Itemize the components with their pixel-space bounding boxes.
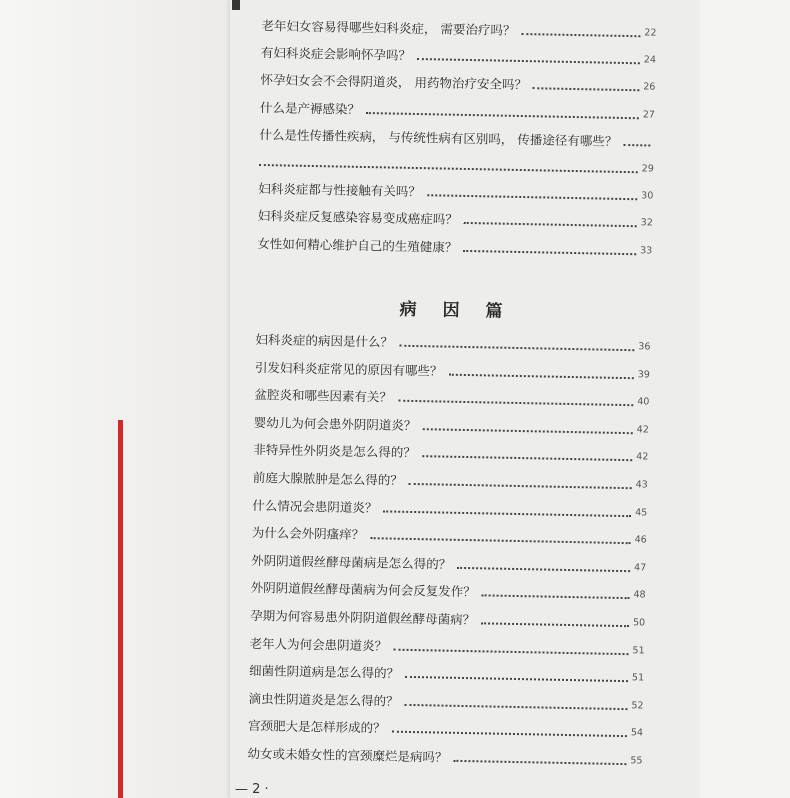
top-margin-mark: [232, 0, 240, 10]
dot-leader: [457, 567, 630, 572]
dot-leader: [422, 428, 632, 434]
dot-leader: [409, 483, 632, 489]
toc-entry-page: 43: [635, 479, 648, 491]
dot-leader: [427, 194, 637, 200]
dot-leader: [448, 373, 633, 379]
toc-entry-title: 孕期为何容易患外阴阴道假丝酵母菌病？: [250, 607, 476, 628]
toc-entry-title: 细菌性阴道病是怎么得的？: [248, 663, 400, 681]
toc-entry-page: 47: [633, 562, 647, 574]
dot-leader: [453, 760, 626, 765]
toc-entry-page: 42: [636, 424, 649, 436]
toc-entry-page: 54: [630, 727, 644, 739]
toc-entry-title: 外阴阴道假丝酵母菌病为何会反复发作？: [250, 580, 476, 600]
toc-entry-title: 妇科炎症都与性接触有关吗？: [258, 181, 422, 200]
toc-entry-page: 42: [636, 451, 649, 463]
toc-entry-page: 22: [644, 27, 657, 39]
toc-entry-page: 24: [643, 54, 657, 66]
toc-entry-title: 滴虫性阴道炎是怎么得的？: [248, 690, 399, 709]
toc-entry-page: 55: [630, 755, 643, 767]
toc-entry-title: 怀孕妇女会不会得阴道炎， 用药物治疗安全吗？: [260, 72, 528, 93]
toc-entry-title: 宫颈肥大是怎样形成的？: [247, 718, 386, 736]
dot-leader: [398, 400, 633, 407]
toc-entry-page: 32: [640, 217, 653, 229]
toc-entry-title: 女性如何精心维护自己的生殖健康？: [257, 235, 458, 255]
toc-entry-page: 36: [638, 341, 651, 353]
dot-leader: [533, 88, 639, 92]
toc-entry-title: 非特异性外阴炎是怎么得的？: [253, 442, 416, 461]
toc-entry-title: 引发妇科炎症常见的原因有哪些？: [254, 359, 443, 379]
page-footer-mark: — 2 ·: [235, 782, 269, 797]
dot-leader: [393, 648, 628, 655]
toc-entry-title: 婴幼儿为何会患外阴阴道炎？: [253, 414, 417, 433]
toc-entry-page: 40: [637, 396, 650, 408]
dot-leader: [366, 112, 639, 119]
toc-entry-page: 26: [643, 81, 656, 93]
toc-entry-page: 39: [637, 368, 650, 381]
dot-leader: [482, 595, 630, 600]
toc-entry-title: 妇科炎症反复感染容易变成癌症吗？: [257, 208, 458, 228]
red-cover-stripe: [118, 420, 123, 798]
toc-entry-title: 前庭大腺脓肿是怎么得的？: [252, 469, 403, 488]
toc-entry-page: 46: [634, 534, 647, 546]
dot-leader: [391, 731, 626, 738]
dot-leader: [463, 250, 636, 255]
toc-entry-title: 盆腔炎和哪些因素有关？: [254, 387, 393, 405]
toc-entry-page: 50: [632, 617, 646, 629]
toc-entry-page: 48: [633, 589, 646, 601]
toc-entry-title: 有妇科炎症会影响怀孕吗？: [260, 45, 412, 64]
toc-entry-title: 妇科炎症的病因是什么？: [255, 331, 394, 350]
toc-entry-title: 为什么会外阴瘙痒？: [251, 525, 365, 543]
dot-leader: [404, 704, 627, 710]
toc-entry-title: 老年人为何会患阴道炎？: [249, 635, 388, 654]
toc-entry-title: 外阴阴道假丝酵母菌病是怎么得的？: [251, 552, 452, 572]
section-heading: 病 因 篇: [399, 299, 513, 322]
dot-leader: [370, 537, 630, 544]
dot-leader: [399, 345, 634, 352]
toc-entry-page: 29: [641, 163, 654, 175]
toc-entry-page: 30: [641, 190, 654, 202]
toc-entry-title: 什么是性传播性疾病， 与传统性病有区别吗， 传播途径有哪些？: [259, 126, 618, 149]
toc-entry-title: 老年妇女容易得哪些妇科炎症， 需要治疗吗？: [261, 17, 516, 38]
dot-leader: [464, 222, 637, 227]
dot-leader: [417, 58, 640, 64]
dot-leader: [422, 456, 632, 462]
dot-leader: [623, 144, 650, 147]
toc-entry-title: 什么情况会患阴道炎？: [252, 497, 378, 515]
dot-leader: [383, 510, 631, 517]
toc-entry-page: 45: [635, 506, 648, 519]
dot-leader: [405, 676, 628, 682]
toc-entry-title: 幼女或未婚女性的宫颈糜烂是病吗？: [247, 745, 448, 765]
toc-entry-page: 51: [631, 672, 645, 684]
toc-entry-page: 33: [640, 244, 653, 257]
dot-leader: [481, 622, 629, 627]
dot-leader: [521, 33, 640, 37]
toc-entry-title: 什么是产褥感染？: [259, 99, 361, 117]
toc-entry-page: 52: [631, 700, 644, 712]
left-page-edge: [0, 0, 230, 798]
toc-entry-page: 27: [642, 108, 655, 121]
toc-entry-page: 51: [632, 644, 645, 657]
